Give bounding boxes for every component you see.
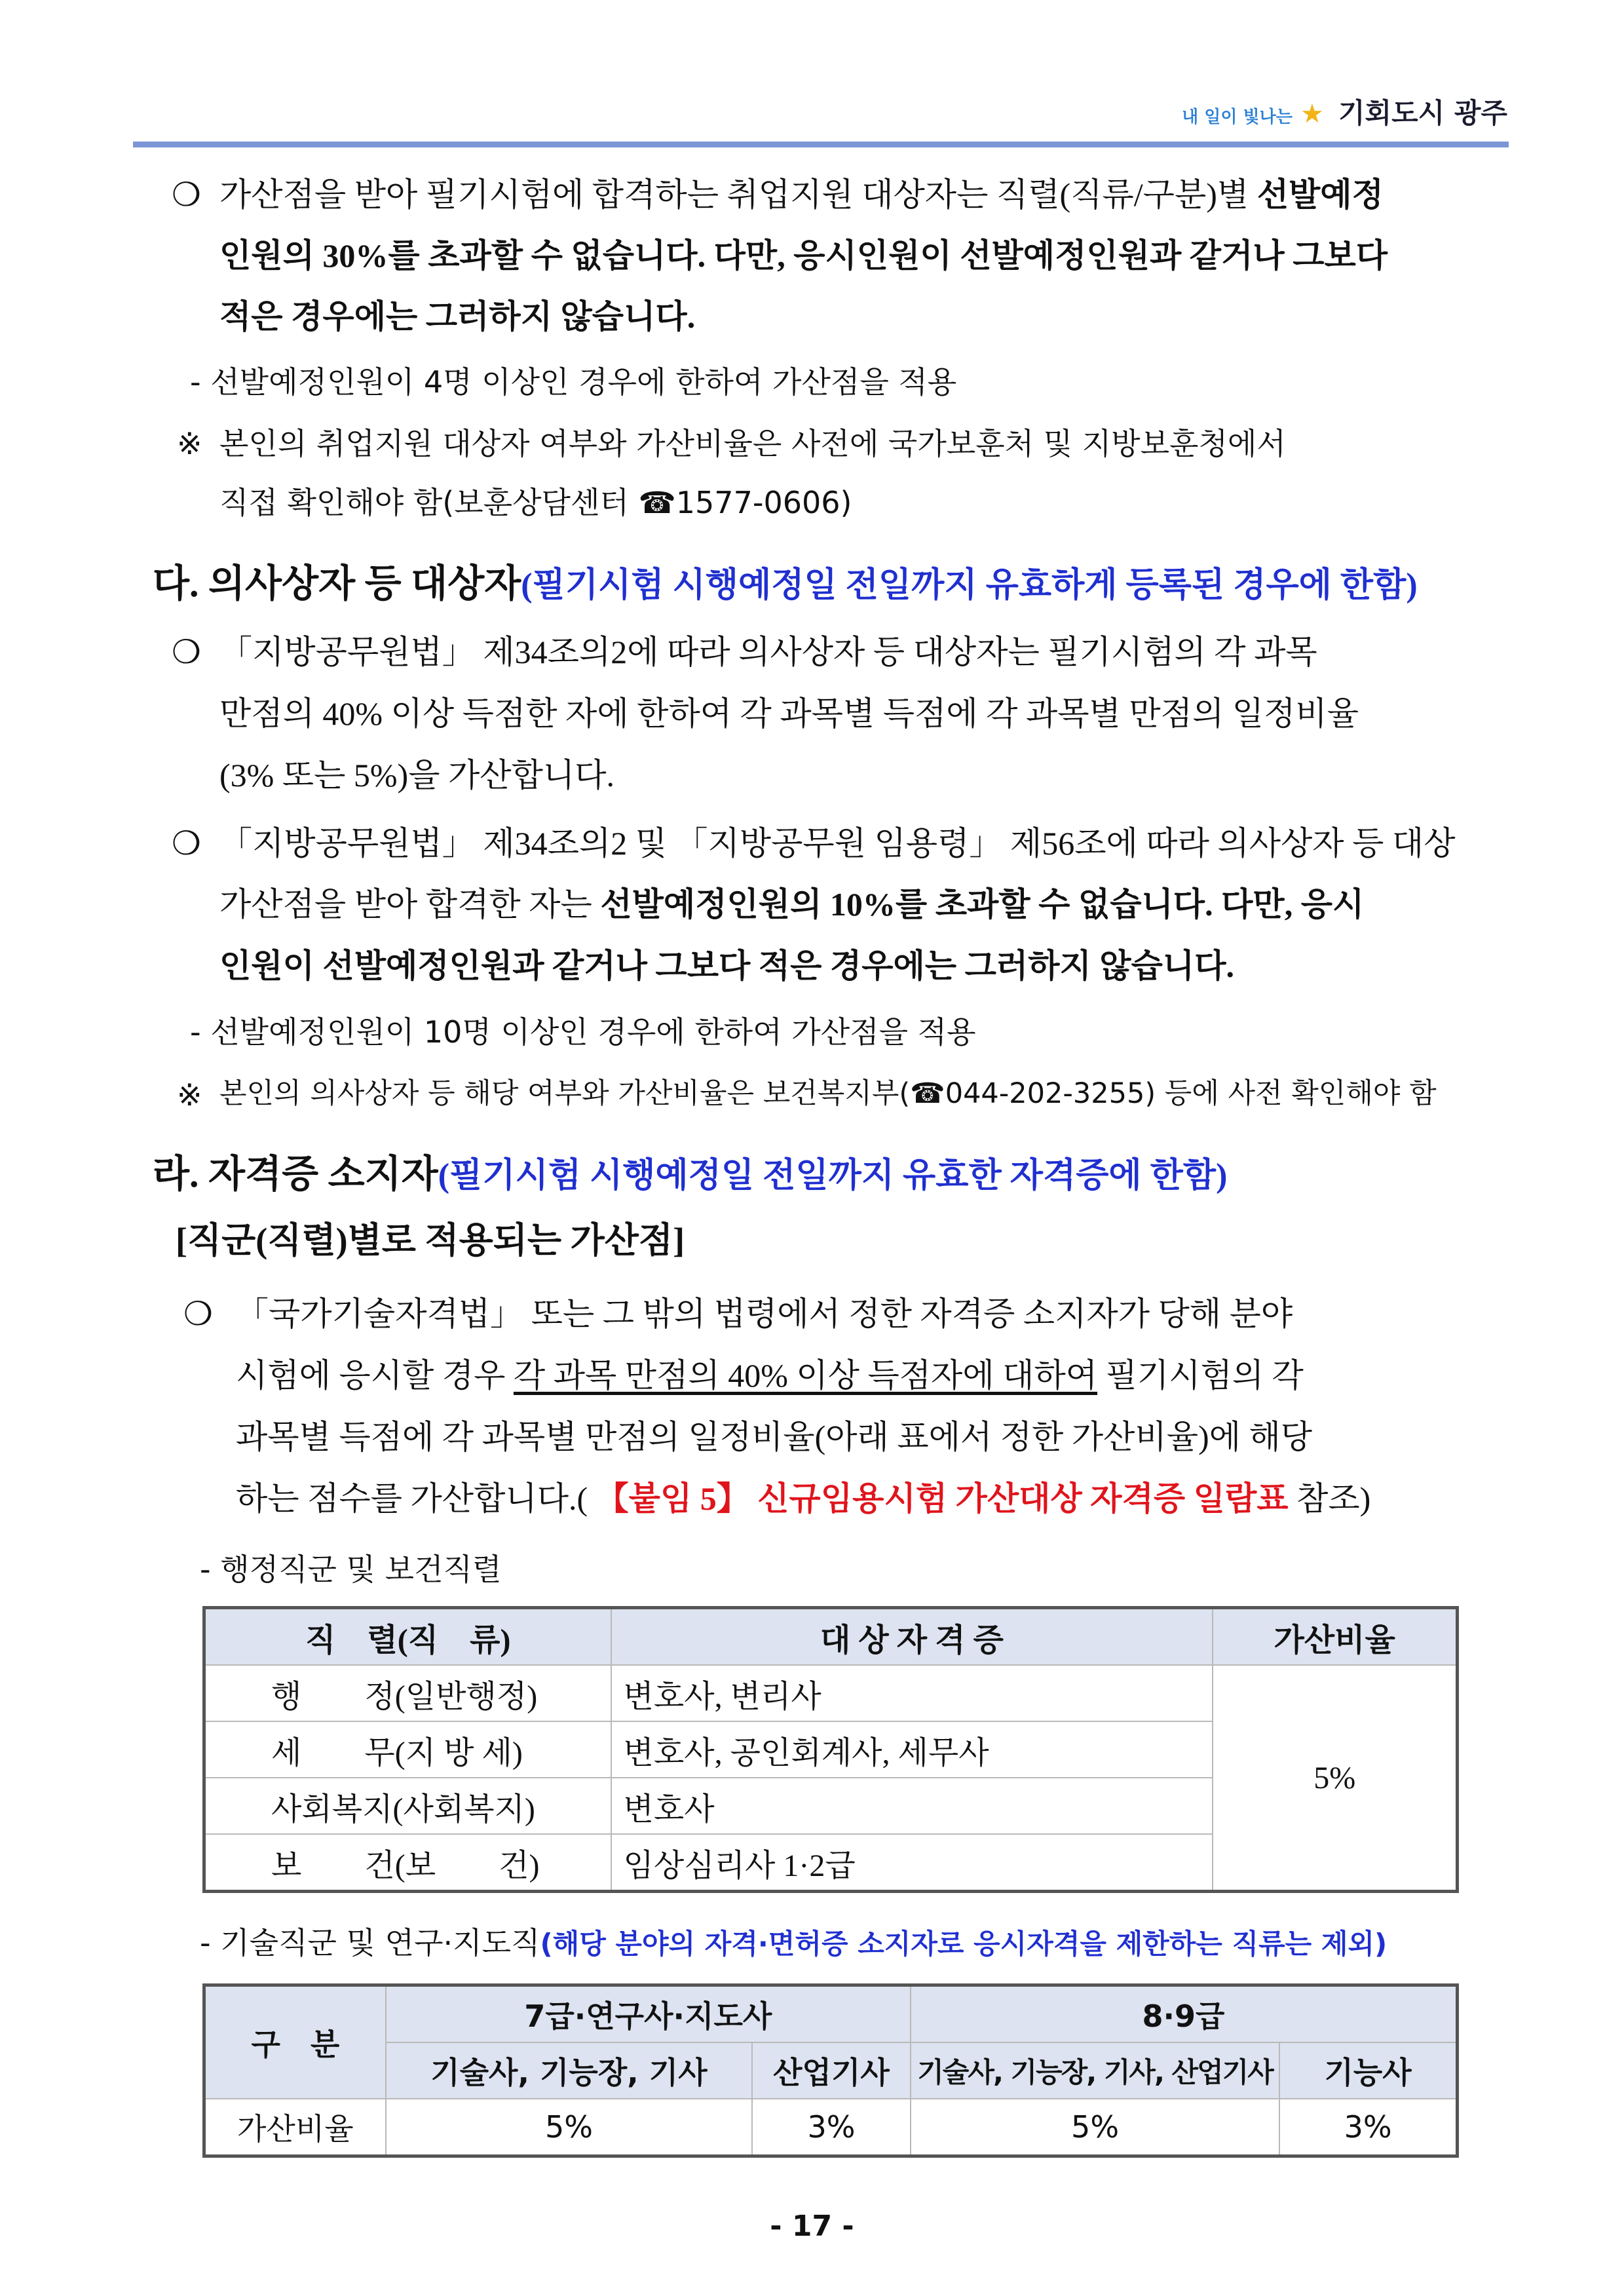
paragraph-line: 「지방공무원법」 제34조의2에 따라 의사상자 등 대상자는 필기시험의 각 과목 <box>219 634 1317 670</box>
table-header: 가산비율 <box>1213 1609 1456 1665</box>
table-header: 8·9급 <box>911 1986 1456 2042</box>
rate-cell: 5% <box>1213 1665 1456 1890</box>
paragraph-line: 「국가기술자격법」 또는 그 밖의 법령에서 정한 자격증 소지자가 당해 분야 <box>236 1295 1293 1332</box>
table-cell: 변호사, 변리사 <box>611 1665 1213 1721</box>
paragraph-line: 가산점을 받아 합격한 자는 선발예정인원의 10%를 초과할 수 없습니다. 다만, 응시 <box>219 886 1365 923</box>
paragraph-line: 하는 점수를 가산합니다.( 【붙임 5】 신규임용시험 가산대상 자격증 일람표 참조) <box>236 1480 1371 1517</box>
bullet-icon: ❍ <box>172 176 201 213</box>
note-line: 본인의 의사상자 등 해당 여부와 가산비율은 보건복지부(☎044-202-3255) 등에 사전 확인해야 함 <box>219 1077 1437 1110</box>
subsection-title: [직군(직렬)별로 적용되는 가산점] <box>176 1221 685 1260</box>
table-header-row <box>205 1986 1456 2042</box>
header-logo <box>1182 92 1507 131</box>
section-heading: 다. 의사상자 등 대상자(필기시험 시행예정일 전일까지 유효하게 등록된 경우에 한함) <box>153 562 1418 605</box>
table-cell: 3% <box>1279 2099 1456 2155</box>
table-cell: 행 정(일반행정) <box>205 1665 611 1721</box>
star-icon: ★ <box>1300 99 1324 129</box>
table-cell: 변호사 <box>611 1778 1213 1834</box>
certificate-table-tech <box>204 1985 1457 2156</box>
table-header: 기술사, 기능장, 기사, 산업기사 <box>911 2042 1279 2099</box>
table-row <box>205 1665 1456 1721</box>
note-line: 본인의 취업지원 대상자 여부와 가산비율은 사전에 국가보훈처 및 지방보훈청에서 <box>219 426 1286 461</box>
table-cell: 5% <box>386 2099 752 2155</box>
paragraph-line: 과목별 득점에 각 과목별 만점의 일정비율(아래 표에서 정한 가산비율)에 해당 <box>236 1419 1313 1455</box>
dash-note: - 선발예정인원이 4명 이상인 경우에 한하여 가산점을 적용 <box>190 364 957 400</box>
attachment-reference: 【붙임 5】 신규임용시험 가산대상 자격증 일람표 <box>595 1480 1289 1517</box>
note-line: 직접 확인해야 함(보훈상담센터 ☎1577-0606) <box>219 485 852 520</box>
table-row <box>205 2099 1456 2155</box>
reference-mark: ※ <box>177 426 202 461</box>
page-number: - 17 - <box>770 2210 854 2243</box>
paragraph-line: 가산점을 받아 필기시험에 합격하는 취업지원 대상자는 직렬(직류/구분)별 선발예정 <box>219 176 1384 213</box>
table-header-row <box>205 2042 1456 2099</box>
table-header: 기능사 <box>1279 2042 1456 2099</box>
paragraph-line: 인원이 선발예정인원과 같거나 그보다 적은 경우에는 그러하지 않습니다. <box>219 947 1234 984</box>
table-caption: - 행정직군 및 보건직렬 <box>200 1552 502 1587</box>
paragraph-line: 적은 경우에는 그러하지 않습니다. <box>219 298 696 335</box>
section-heading: 라. 자격증 소지자(필기시험 시행예정일 전일까지 유효한 자격증에 한함) <box>153 1153 1228 1195</box>
paragraph-line: 시험에 응시할 경우 각 과목 만점의 40% 이상 득점자에 대하여 필기시험의 각 <box>236 1357 1304 1394</box>
bullet-icon: ❍ <box>183 1295 213 1332</box>
table-header: 직 렬(직 류) <box>205 1609 611 1665</box>
table-cell: 5% <box>911 2099 1279 2155</box>
table-cell: 임상심리사 1·2급 <box>611 1834 1213 1890</box>
paragraph-line: 「지방공무원법」 제34조의2 및 「지방공무원 임용령」 제56조에 따라 의사상자 등 대상 <box>219 825 1456 862</box>
table-header: 산업기사 <box>752 2042 911 2099</box>
table-cell: 보 건(보 건) <box>205 1834 611 1890</box>
table-cell: 3% <box>752 2099 911 2155</box>
reference-mark: ※ <box>177 1077 202 1113</box>
logo-slogan: 내 일이 빛나는 <box>1182 107 1293 127</box>
paragraph-line: (3% 또는 5%)을 가산합니다. <box>219 757 615 794</box>
table-header: 구 분 <box>205 1986 386 2099</box>
table-cell: 세 무(지 방 세) <box>205 1721 611 1778</box>
table-header: 7급·연구사·지도사 <box>386 1986 911 2042</box>
table-cell: 사회복지(사회복지) <box>205 1778 611 1834</box>
dash-note: - 선발예정인원이 10명 이상인 경우에 한하여 가산점을 적용 <box>190 1014 976 1050</box>
table-header: 기술사, 기능장, 기사 <box>386 2042 752 2099</box>
paragraph-line: 인원의 30%를 초과할 수 없습니다. 다만, 응시인원이 선발예정인원과 같거나 그보다 <box>219 237 1388 274</box>
table-cell: 가산비율 <box>205 2099 386 2155</box>
bullet-icon: ❍ <box>172 825 201 862</box>
table-header-row <box>205 1609 1456 1665</box>
certificate-table-admin <box>204 1608 1457 1891</box>
table-caption: - 기술직군 및 연구·지도직(해당 분야의 자격·면허증 소지자로 응시자격을 제한하는 직류는 제외) <box>200 1925 1388 1961</box>
header-divider <box>133 142 1509 147</box>
table-cell: 변호사, 공인회계사, 세무사 <box>611 1721 1213 1778</box>
paragraph-line: 만점의 40% 이상 득점한 자에 한하여 각 과목별 득점에 각 과목별 만점의 일정비율 <box>219 695 1359 732</box>
table-header: 대 상 자 격 증 <box>611 1609 1213 1665</box>
bullet-icon: ❍ <box>172 634 201 670</box>
logo-title: 기회도시 광주 <box>1338 97 1507 129</box>
